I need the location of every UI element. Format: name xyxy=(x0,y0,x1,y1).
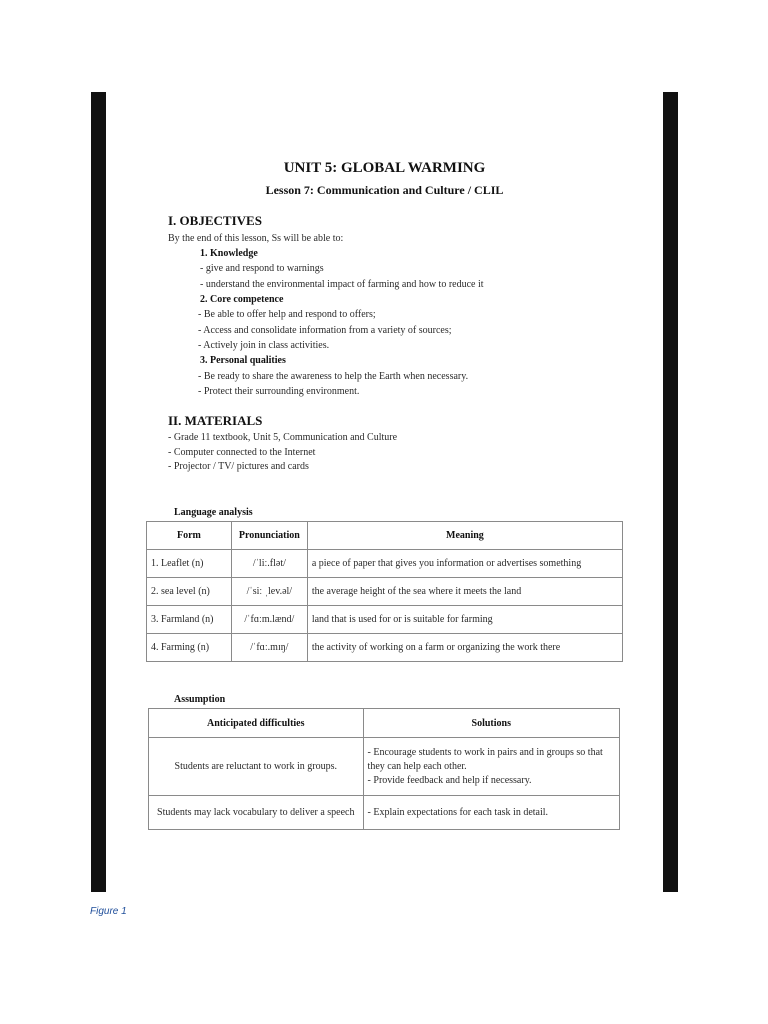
figure-caption: Figure 1 xyxy=(90,906,127,917)
knowledge-heading: 1. Knowledge xyxy=(200,248,258,259)
materials-item: - Computer connected to the Internet xyxy=(168,447,316,458)
core-item: - Actively join in class activities. xyxy=(198,340,330,351)
column-header: Solutions xyxy=(363,709,619,738)
form-cell: 2. sea level (n) xyxy=(147,578,232,606)
pronunciation-cell: /ˈsiː ˌlev.əl/ xyxy=(231,578,307,606)
solution-line: - Encourage students to work in pairs and in groups so that they can help each other. xyxy=(367,746,603,772)
personal-item: - Protect their surrounding environment. xyxy=(198,386,360,397)
materials-item: - Grade 11 textbook, Unit 5, Communication and Culture xyxy=(168,432,398,443)
core-item: - Access and consolidate information from a variety of sources; xyxy=(198,325,452,336)
solution-line: - Provide feedback and help if necessary. xyxy=(367,774,532,786)
column-header: Pronunciation xyxy=(231,522,307,550)
core-competence-heading: 2. Core competence xyxy=(200,294,284,305)
table-row xyxy=(147,578,623,606)
objectives-heading: I. OBJECTIVES xyxy=(168,213,262,228)
table-row xyxy=(147,550,623,578)
difficulty-cell: Students are reluctant to work in groups. xyxy=(149,738,364,796)
left-border-bar xyxy=(91,92,106,892)
language-analysis-table xyxy=(146,521,623,662)
document-subtitle: Lesson 7: Communication and Culture / CLIL xyxy=(265,183,504,197)
materials-item: - Projector / TV/ pictures and cards xyxy=(168,461,309,472)
column-header: Meaning xyxy=(307,522,622,550)
knowledge-item: - understand the environmental impact of farming and how to reduce it xyxy=(200,279,484,290)
knowledge-item: - give and respond to warnings xyxy=(200,263,324,274)
table-header-row xyxy=(149,709,620,738)
meaning-cell: the average height of the sea where it meets the land xyxy=(307,578,622,606)
pronunciation-cell: /ˈfɑː.mɪŋ/ xyxy=(231,634,307,662)
solution-line: - Explain expectations for each task in detail. xyxy=(367,807,549,818)
core-item: - Be able to offer help and respond to offers; xyxy=(198,309,376,320)
table-row xyxy=(147,634,623,662)
form-cell: 3. Farmland (n) xyxy=(147,606,232,634)
table-header-row xyxy=(147,522,623,550)
difficulty-cell: Students may lack vocabulary to deliver a speech xyxy=(149,796,364,830)
solutions-cell xyxy=(363,796,619,830)
meaning-cell: land that is used for or is suitable for farming xyxy=(307,606,622,634)
form-cell: 1. Leaflet (n) xyxy=(147,550,232,578)
meaning-cell: the activity of working on a farm or organizing the work there xyxy=(307,634,622,662)
form-cell: 4. Farming (n) xyxy=(147,634,232,662)
right-border-bar xyxy=(663,92,678,892)
pronunciation-cell: /ˈfɑːm.lænd/ xyxy=(231,606,307,634)
language-analysis-label: Language analysis xyxy=(174,507,253,518)
document-page xyxy=(106,92,663,892)
personal-qualities-heading: 3. Personal qualities xyxy=(200,355,286,366)
document-title: UNIT 5: GLOBAL WARMING xyxy=(283,160,486,176)
table-row xyxy=(147,606,623,634)
column-header: Anticipated difficulties xyxy=(149,709,364,738)
pronunciation-cell: /ˈliː.flət/ xyxy=(231,550,307,578)
assumption-label: Assumption xyxy=(174,694,226,705)
meaning-cell: a piece of paper that gives you information or advertises something xyxy=(307,550,622,578)
table-row xyxy=(149,738,620,796)
materials-heading: II. MATERIALS xyxy=(168,413,263,428)
solutions-cell xyxy=(363,738,619,796)
objectives-intro: By the end of this lesson, Ss will be able to: xyxy=(168,233,344,244)
personal-item: - Be ready to share the awareness to help the Earth when necessary. xyxy=(198,371,469,382)
assumption-table xyxy=(148,708,620,830)
table-row xyxy=(149,796,620,830)
column-header: Form xyxy=(147,522,232,550)
